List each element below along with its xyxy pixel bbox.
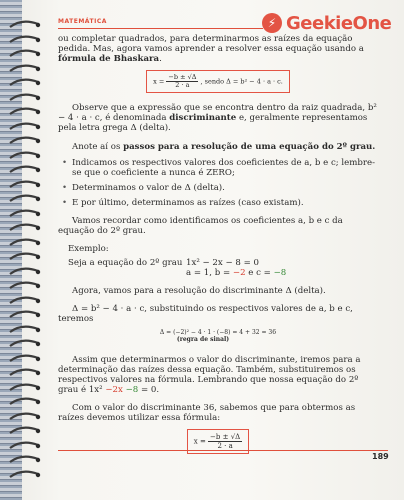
- paragraph-substitution: Δ = b² − 4 · a · c, substituindo os respectivos valores de a, b e c, teremos: [58, 304, 353, 324]
- spiral-ring: [8, 325, 42, 335]
- spiral-ring: [8, 122, 42, 132]
- spiral-ring: [8, 252, 42, 262]
- paragraph-steps-title: [58, 142, 378, 152]
- delta-calculation: [58, 329, 378, 343]
- calc-line: Δ = (−2)² − 4 · 1 · (−8) = 4 + 32 = 36: [159, 329, 277, 336]
- page-number: 189: [372, 452, 389, 461]
- list-item: • Determinamos o valor de Δ (delta).: [72, 183, 378, 193]
- paragraph-intro: [58, 34, 378, 64]
- spiral-ring: [8, 194, 42, 204]
- spiral-ring: [8, 64, 42, 74]
- example-label: Exemplo:: [68, 244, 109, 254]
- formula-container: [58, 70, 378, 93]
- text-bold: passos para a resolução de uma equação do 2º grau.: [123, 142, 376, 152]
- coef-c-value: −8: [273, 268, 287, 278]
- list-item: • E por último, determinamos as raízes (caso existam).: [72, 198, 378, 208]
- example-equation: 1x² − 2x − 8 = 0: [186, 258, 260, 268]
- spiral-ring: [8, 238, 42, 248]
- brand-logo: [262, 13, 391, 33]
- spiral-ring: [8, 426, 42, 436]
- formula-tail: , sendo Δ = b² − 4 · a · c.: [200, 77, 283, 86]
- spiral-ring: [8, 49, 42, 59]
- spiral-ring: [8, 383, 42, 393]
- steps-list: [58, 158, 378, 208]
- spiral-ring: [8, 455, 42, 465]
- spiral-ring: [8, 151, 42, 161]
- formula-numerator: −b ± √Δ: [168, 73, 197, 81]
- spiral-ring: [8, 78, 42, 88]
- list-item: • Indicamos os respectivos valores dos coeficientes de a, b e c; lembre-se que o coeficiente a nunca é ZERO;: [72, 158, 378, 178]
- example-row: [68, 258, 378, 278]
- text-bold: discriminante: [169, 113, 237, 123]
- spiral-ring: [8, 20, 42, 30]
- spiral-ring: [8, 223, 42, 233]
- paragraph-resolution: Agora, vamos para a resolução do discriminante Δ (delta).: [72, 286, 326, 296]
- text-bold: fórmula de Bhaskara: [58, 54, 160, 64]
- page-content: [58, 34, 378, 454]
- lightning-bolt-icon: ⚡: [262, 13, 282, 33]
- text: a = 1, b =: [186, 268, 233, 278]
- text: Observe que a expressão que se encontra dentro da raiz quadrada, b² − 4 · a · c, é denominada: [58, 103, 377, 123]
- spiral-ring: [8, 339, 42, 349]
- formula-denominator: 2 · a: [217, 442, 233, 450]
- formula-fraction: [166, 74, 198, 89]
- spiral-ring: [8, 310, 42, 320]
- text: .: [159, 54, 162, 64]
- spiral-ring: [8, 296, 42, 306]
- paragraph-recall: Vamos recordar como identificamos os coeficientes a, b e c da equação do 2º grau.: [58, 216, 343, 236]
- spiral-ring: [8, 354, 42, 364]
- paragraph-roots: [58, 355, 378, 395]
- header-divider: [58, 28, 263, 29]
- footer-divider: [58, 450, 388, 451]
- spiral-ring: [8, 180, 42, 190]
- spiral-ring: [8, 397, 42, 407]
- formula-fraction: [208, 433, 242, 450]
- logo-text: GeekieOne: [286, 12, 392, 34]
- paragraph-final: Com o valor do discriminante 36, sabemos que para obtermos as raízes devemos utilizar essa fórmula:: [58, 403, 356, 423]
- coef-b-value: −2: [232, 268, 246, 278]
- calc-note: (regra de sinal): [176, 336, 230, 343]
- spiral-ring: [8, 281, 42, 291]
- formula-numerator: −b ± √Δ: [210, 433, 241, 441]
- spiral-ring: [8, 470, 42, 480]
- spiral-ring: [8, 107, 42, 117]
- formula-lhs: x =: [193, 437, 206, 446]
- spiral-ring: [8, 209, 42, 219]
- example-coefficients: [186, 268, 286, 278]
- spiral-ring: [8, 165, 42, 175]
- example-text: Seja a equação do 2º grau: [68, 258, 183, 268]
- text: ou completar quadrados, para determinarmos as raízes da equação pedida. Mas, agora vamos aprender a resolver essa equação usando a: [58, 34, 364, 54]
- spiral-ring: [8, 441, 42, 451]
- text: e, geralmente representamos pela letra grega Δ (delta).: [58, 113, 368, 133]
- text: Anote aí os: [72, 142, 124, 152]
- spiral-ring: [8, 35, 42, 45]
- example-equation-block: [186, 258, 286, 278]
- bhaskara-formula-box: [146, 70, 290, 93]
- term-b: −2x: [105, 385, 123, 395]
- spiral-ring: [8, 267, 42, 277]
- spiral-ring: [8, 93, 42, 103]
- subject-label: MATEMÁTICA: [58, 18, 107, 25]
- paragraph-discriminant: [58, 103, 378, 133]
- text: Assim que determinarmos o valor do discriminante, iremos para a determinação das raízes dessa equação. Também, substituiremos os respectivos valores na fórmula. Lembrando que nossa equação do 2º grau é 1x²: [58, 355, 361, 395]
- spiral-ring: [8, 368, 42, 378]
- spiral-binding: [8, 20, 48, 490]
- text: = 0.: [138, 385, 160, 395]
- spiral-ring: [8, 412, 42, 422]
- formula-denominator: 2 · a: [175, 81, 190, 89]
- spiral-ring: [8, 136, 42, 146]
- formula-lhs: x =: [153, 77, 165, 86]
- term-c: −8: [125, 385, 139, 395]
- text: e c =: [245, 268, 274, 278]
